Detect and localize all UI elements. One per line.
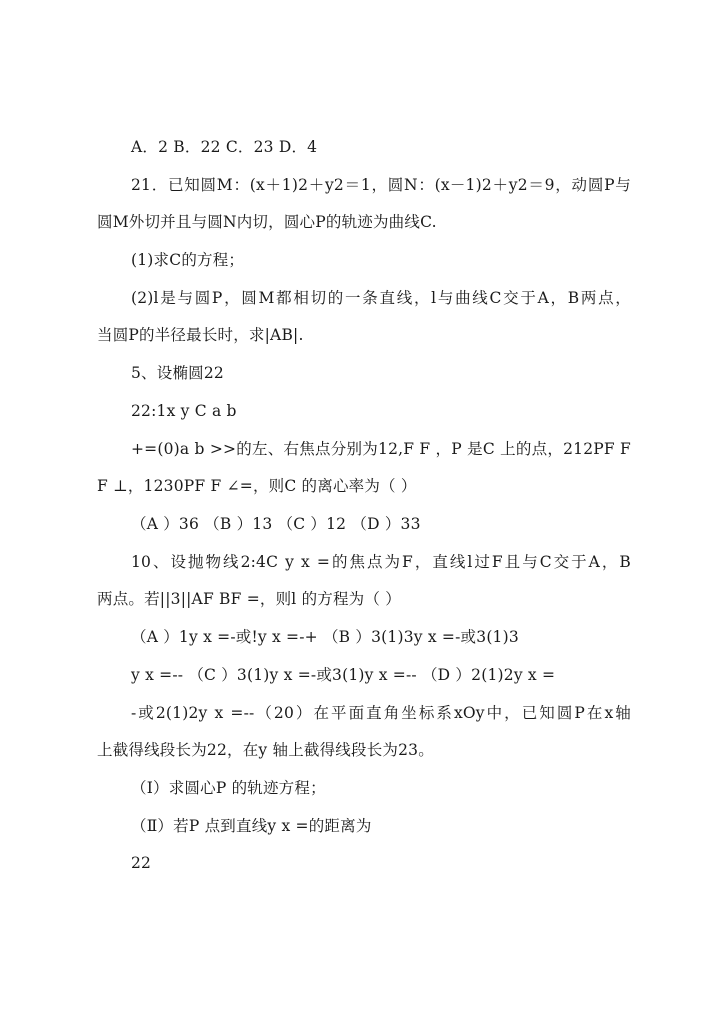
answer-options-line: A．2 B．22 C．23 D．4 bbox=[131, 138, 318, 156]
problem-20-line-2: 上截得线段长为22，在y 轴上截得线段长为23。 bbox=[97, 741, 434, 759]
problem-5-line-2: F ⊥，1230PF F ∠=，则C 的离心率为（ ） bbox=[97, 477, 417, 495]
problem-21-line-1: 21．已知圆M：(x＋1)2＋y2＝1，圆N：(x－1)2＋y2＝9，动圆P与 bbox=[131, 176, 631, 194]
problem-10-options-2: y x =-- （C ）3(1)y x =-或3(1)y x =-- （D ）2(1)2y x = bbox=[131, 666, 556, 684]
problem-10-line-1: 10、设抛物线2:4C y x =的焦点为F，直线l过F且与C交于A，B bbox=[131, 553, 631, 571]
problem-5-title: 5、设椭圆22 bbox=[131, 364, 224, 382]
problem-21-line-2: 圆M外切并且与圆N内切，圆心P的轨迹为曲线C. bbox=[97, 213, 437, 231]
problem-10-line-2: 两点。若||3||AF BF =，则l 的方程为（ ） bbox=[97, 590, 401, 608]
problem-5-line-1: +=(0)a b >>的左、右焦点分别为12,F F ，P 是C 上的点，212PF F bbox=[131, 440, 631, 458]
problem-21-part-2-line-2: 当圆P的半径最长时，求|AB|. bbox=[97, 326, 304, 344]
problem-20-part-1: （Ⅰ）求圆心P 的轨迹方程； bbox=[131, 779, 326, 797]
problem-20-value: 22 bbox=[131, 854, 152, 872]
problem-20-line-1: -或2(1)2y x =--（20）在平面直角坐标系xOy中，已知圆P在x轴 bbox=[131, 704, 631, 722]
problem-5-equation: 22:1x y C a b bbox=[131, 402, 237, 420]
problem-21-part-2-line-1: (2)l是与圆P，圆M都相切的一条直线，l与曲线C交于A，B两点， bbox=[131, 289, 631, 307]
problem-10-options-1: （A ）1y x =-或!y x =-+ （B ）3(1)3y x =-或3(1)3 bbox=[131, 628, 519, 646]
problem-5-options: （A ）36 （B ）13 （C ）12 （D ）33 bbox=[131, 515, 421, 533]
problem-20-part-2: （Ⅱ）若P 点到直线y x =的距离为 bbox=[131, 817, 372, 835]
problem-21-part-1: (1)求C的方程； bbox=[131, 251, 245, 269]
